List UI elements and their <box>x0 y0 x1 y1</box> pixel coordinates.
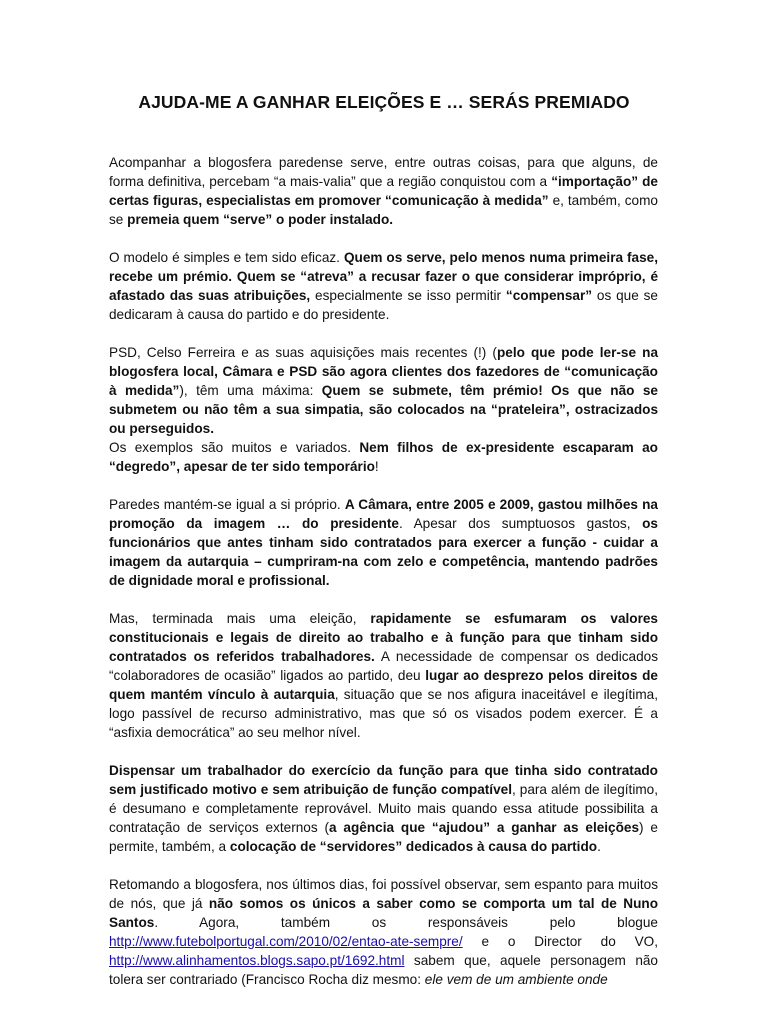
paragraph-dispensar <box>109 761 658 856</box>
bold-text: pelo que pode ler-se na blogosfera local, Câmara e PSD são agora clientes dos fazedores de “comunicação à medida” <box>109 345 658 398</box>
text-run: ), têm uma máxima: <box>179 383 322 398</box>
bold-text: Quem os serve, pelo menos numa primeira fase, recebe um prémio. Quem se “atreva” a recusar fazer o que considerar impróprio, é afastado das suas atribuições, <box>109 250 658 303</box>
text-run: sabem que, aquele personagem não tolera ser contrariado (Francisco Rocha diz mesmo: <box>109 953 658 987</box>
text-run: , para além de ilegítimo, é desumano e completamente reprovável. Muito mais quando essa atitude possibilita a contratação de serviços externos ( <box>109 782 659 835</box>
paragraph-blogosfera <box>109 875 658 989</box>
bold-text: A Câmara, entre 2005 e 2009, gastou milhões na promoção da imagem … do presidente <box>109 497 658 531</box>
text-run: A necessidade de compensar os dedicados “colaboradores de ocasião” ligados ao partido, deu <box>109 649 658 683</box>
text-run: Acompanhar a blogosfera paredense serve, entre outras coisas, para que alguns, de forma definitiva, percebam “a mais-valia” que a região conquistou com a <box>109 155 658 189</box>
bold-text: “compensar” <box>505 288 593 303</box>
paragraph-examples <box>109 438 658 476</box>
text-run: Paredes mantém-se igual a si próprio. <box>109 497 345 512</box>
paragraph-psd <box>109 343 658 438</box>
paragraph-camara <box>109 495 658 590</box>
text-run: ! <box>374 459 379 474</box>
bold-text: “importação” de certas figuras, especialistas em promover “comunicação à medida” <box>109 174 658 208</box>
text-run: e o Director do VO, <box>462 934 658 949</box>
text-run: especialmente se isso permitir <box>310 288 506 303</box>
text-run: e, também, como se <box>109 193 658 227</box>
document-body <box>109 153 658 1008</box>
bold-text: rapidamente se esfumaram os valores constitucionais e legais de direito ao trabalho e à função para que tinham sido contratados os referidos trabalhadores. <box>109 611 658 664</box>
bold-text: Dispensar um trabalhador do exercício da função para que tinha sido contratado sem justificado motivo e sem atribuição de função compatível <box>109 763 658 797</box>
bold-text: premeia quem “serve” o poder instalado. <box>127 212 394 227</box>
text-run: , situação que se nos afigura inaceitável e ilegítima, logo passível de recurso administrativo, mas que só os visados podem exercer. É a “asfixia democrática” ao seu melhor nível. <box>109 687 658 740</box>
text-run: Retomando a blogosfera, nos últimos dias, foi possível observar, sem espanto para muitos de nós, que já <box>109 877 658 911</box>
italic-text: ele vem de um ambiente onde <box>424 972 608 987</box>
text-run: . Agora, também os responsáveis pelo blogue <box>154 915 658 930</box>
bold-text: colocação de “servidores” dedicados à causa do partido <box>229 839 598 854</box>
document-title: AJUDA-ME A GANHAR ELEIÇÕES E … SERÁS PREMIADO <box>138 92 630 112</box>
bold-text: a agência que “ajudou” a ganhar as eleições <box>329 820 640 835</box>
text-run: . Apesar dos sumptuosos gastos, <box>398 516 643 531</box>
paragraph-eleicao <box>109 609 658 742</box>
text-run: Mas, terminada mais uma eleição, <box>109 611 371 626</box>
bold-text: Quem se submete, têm prémio! Os que não se submetem ou não têm a sua simpatia, são colocados na “prateleira”, ostracizados ou perseguidos. <box>109 383 658 436</box>
text-run: os que se dedicaram à causa do partido e do presidente. <box>109 288 658 322</box>
bold-text: os funcionários que antes tinham sido contratados para exercer a função - cuidar a imagem da autarquia – cumpriram-na com zelo e competência, mantendo padrões de dignidade moral e profissional. <box>109 516 658 588</box>
text-run: PSD, Celso Ferreira e as suas aquisições mais recentes (!) ( <box>109 345 497 360</box>
bold-text: não somos os únicos a saber como se comporta um tal de Nuno Santos <box>109 896 659 930</box>
bold-text: lugar ao desprezo pelos direitos de quem mantém vínculo à autarquia <box>109 668 658 702</box>
blog-link[interactable]: http://www.futebolportugal.com/2010/02/entao-ate-sempre/ <box>109 934 463 949</box>
text-run: . <box>597 839 601 854</box>
bold-text: Nem filhos de ex-presidente escaparam ao “degredo”, apesar de ter sido temporário <box>109 440 658 474</box>
paragraph-intro <box>109 153 658 229</box>
paragraph-model <box>109 248 658 324</box>
text-run: O modelo é simples e tem sido eficaz. <box>109 250 344 265</box>
text-run: Os exemplos são muitos e variados. <box>109 440 360 455</box>
text-run: ) e permite, também, a <box>109 820 658 854</box>
blog-link[interactable]: http://www.alinhamentos.blogs.sapo.pt/1692.html <box>109 953 405 968</box>
